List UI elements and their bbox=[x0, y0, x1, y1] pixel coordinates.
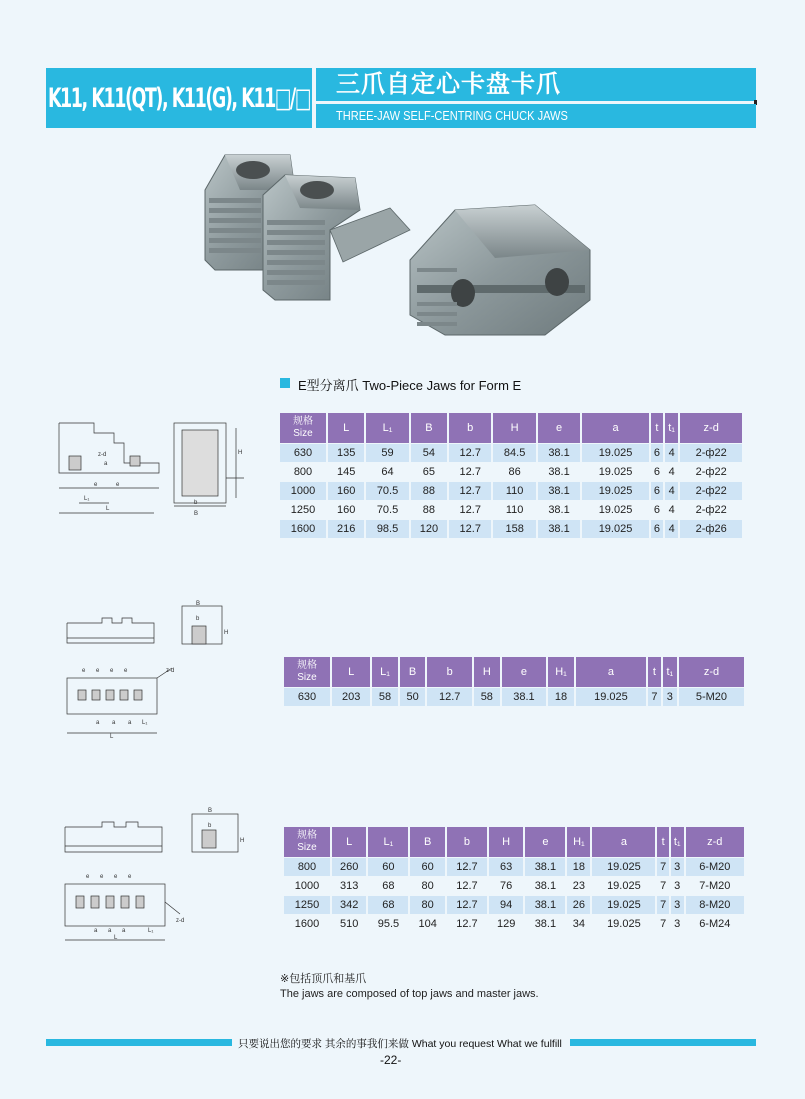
table-cell: 70.5 bbox=[366, 482, 408, 500]
col-header: L bbox=[332, 827, 366, 857]
table-cell: 313 bbox=[332, 877, 366, 895]
col-header: t bbox=[648, 657, 661, 687]
col-header: a bbox=[576, 657, 646, 687]
table-cell: 19.025 bbox=[592, 877, 655, 895]
col-header-size: 规格 Size bbox=[284, 657, 330, 687]
table-cell: 18 bbox=[567, 858, 590, 876]
table-cell: 3 bbox=[671, 915, 684, 933]
table-cell: 510 bbox=[332, 915, 366, 933]
table-cell: 12.7 bbox=[449, 482, 491, 500]
note-en: The jaws are composed of top jaws and master jaws. bbox=[280, 988, 539, 1000]
table-cell: 38.1 bbox=[538, 520, 580, 538]
col-header: H bbox=[493, 413, 535, 443]
dim-label-e4: e bbox=[124, 668, 128, 674]
dim-label-e1: e bbox=[94, 482, 98, 488]
table-cell: 7 bbox=[648, 688, 661, 706]
dim-label-e3: e bbox=[114, 874, 118, 880]
table-cell: 135 bbox=[328, 444, 364, 462]
table-cell: 38.1 bbox=[502, 688, 547, 706]
table-cell: 145 bbox=[328, 463, 364, 481]
table-cell: 65 bbox=[411, 463, 447, 481]
dim-label-a2: a bbox=[108, 928, 112, 934]
model-codes: K11, K11(QT), K11(G), K11□/□ bbox=[48, 82, 311, 114]
table-cell: 4 bbox=[665, 501, 678, 519]
dim-label-a: a bbox=[104, 461, 108, 467]
table-cell: 6 bbox=[651, 501, 663, 519]
col-header-size: 规格 Size bbox=[284, 827, 330, 857]
dim-label-l: L bbox=[114, 935, 118, 941]
table-cell: 7 bbox=[657, 877, 668, 895]
table-cell: 6 bbox=[651, 520, 663, 538]
col-header: b bbox=[449, 413, 491, 443]
dim-label-e2: e bbox=[100, 874, 104, 880]
table-cell: 3 bbox=[671, 877, 684, 895]
table-cell: 50 bbox=[400, 688, 426, 706]
footer-bar-right bbox=[570, 1039, 756, 1046]
table-cell: 38.1 bbox=[525, 896, 565, 914]
col-header: e bbox=[538, 413, 580, 443]
table-cell: 19.025 bbox=[592, 896, 655, 914]
table-cell: 342 bbox=[332, 896, 366, 914]
dim-label-a3: a bbox=[122, 928, 126, 934]
col-header: b bbox=[427, 657, 472, 687]
table-cell: 23 bbox=[567, 877, 590, 895]
dim-label-l1: L₁ bbox=[148, 928, 154, 934]
table-row bbox=[280, 463, 742, 481]
col-header: H bbox=[474, 657, 500, 687]
table-cell: 2-ф26 bbox=[680, 520, 742, 538]
table-cell: 8-M20 bbox=[686, 896, 744, 914]
col-header: t bbox=[657, 827, 668, 857]
table-cell: 59 bbox=[366, 444, 408, 462]
table-row bbox=[284, 877, 744, 895]
table-cell: 38.1 bbox=[538, 482, 580, 500]
table-cell: 58 bbox=[474, 688, 500, 706]
table-cell: 6-M24 bbox=[686, 915, 744, 933]
table-cell: 2-ф22 bbox=[680, 501, 742, 519]
technical-drawing-2 bbox=[62, 598, 258, 740]
table-cell: 1000 bbox=[284, 877, 330, 895]
table-cell: 26 bbox=[567, 896, 590, 914]
table-cell: 63 bbox=[489, 858, 523, 876]
table-cell: 98.5 bbox=[366, 520, 408, 538]
table-cell: 3 bbox=[671, 896, 684, 914]
table-cell: 6 bbox=[651, 444, 663, 462]
technical-drawing-1 bbox=[54, 418, 250, 520]
table-cell: 2-ф22 bbox=[680, 463, 742, 481]
section-title: E型分离爪 Two-Piece Jaws for Form E bbox=[298, 378, 522, 393]
title-en-banner bbox=[316, 104, 756, 128]
col-header: L₁ bbox=[368, 827, 408, 857]
table-cell: 68 bbox=[368, 896, 408, 914]
col-header: t bbox=[651, 413, 663, 443]
col-header: L₁ bbox=[366, 413, 408, 443]
table-cell: 38.1 bbox=[538, 501, 580, 519]
table-cell: 84.5 bbox=[493, 444, 535, 462]
table-cell: 1000 bbox=[280, 482, 326, 500]
table-row bbox=[284, 915, 744, 933]
table-header-row bbox=[280, 413, 742, 443]
spec-table-1 bbox=[278, 412, 744, 539]
dim-label-zd: z-d bbox=[176, 918, 185, 924]
table-cell: 88 bbox=[411, 501, 447, 519]
table-cell: 38.1 bbox=[538, 463, 580, 481]
col-header: z-d bbox=[686, 827, 744, 857]
table-header-row bbox=[284, 657, 744, 687]
table-header-row bbox=[284, 827, 744, 857]
table-cell: 60 bbox=[368, 858, 408, 876]
dim-label-B: B bbox=[196, 601, 201, 607]
table-cell: 4 bbox=[665, 520, 678, 538]
table-cell: 94 bbox=[489, 896, 523, 914]
table-cell: 630 bbox=[280, 444, 326, 462]
table-cell: 19.025 bbox=[582, 501, 649, 519]
table-cell: 2-ф22 bbox=[680, 482, 742, 500]
model-code-banner bbox=[46, 68, 312, 128]
col-header: H bbox=[489, 827, 523, 857]
table-cell: 260 bbox=[332, 858, 366, 876]
table-row bbox=[280, 482, 742, 500]
product-photo bbox=[195, 150, 595, 350]
table-cell: 5-M20 bbox=[679, 688, 744, 706]
col-header: B bbox=[400, 657, 426, 687]
dim-label-a2: a bbox=[112, 720, 116, 726]
dim-label-B: B bbox=[194, 511, 199, 517]
table-cell: 38.1 bbox=[525, 858, 565, 876]
col-header: z-d bbox=[679, 657, 744, 687]
table-cell: 19.025 bbox=[582, 463, 649, 481]
dim-label-zd: z-d bbox=[98, 452, 107, 458]
table-row bbox=[280, 444, 742, 462]
section-marker bbox=[280, 378, 290, 388]
table-cell: 160 bbox=[328, 501, 364, 519]
table-cell: 6 bbox=[651, 463, 663, 481]
table-cell: 1250 bbox=[284, 896, 330, 914]
col-header: t₁ bbox=[663, 657, 677, 687]
col-header: e bbox=[525, 827, 565, 857]
page-number: -22- bbox=[380, 1053, 402, 1067]
table-cell: 4 bbox=[665, 463, 678, 481]
table-cell: 203 bbox=[332, 688, 370, 706]
table-cell: 110 bbox=[493, 501, 535, 519]
dim-label-zd: z-d bbox=[166, 668, 175, 674]
table-cell: 12.7 bbox=[449, 501, 491, 519]
table-cell: 12.7 bbox=[449, 520, 491, 538]
col-header: t₁ bbox=[665, 413, 678, 443]
table-cell: 12.7 bbox=[447, 858, 487, 876]
col-header: e bbox=[502, 657, 547, 687]
table-cell: 38.1 bbox=[525, 877, 565, 895]
dim-label-e2: e bbox=[96, 668, 100, 674]
table-cell: 12.7 bbox=[447, 877, 487, 895]
table-cell: 70.5 bbox=[366, 501, 408, 519]
table-cell: 58 bbox=[372, 688, 398, 706]
dim-label-b: b bbox=[208, 823, 212, 829]
spec-table-3 bbox=[282, 826, 746, 934]
table-cell: 110 bbox=[493, 482, 535, 500]
table-cell: 19.025 bbox=[576, 688, 646, 706]
col-header: b bbox=[447, 827, 487, 857]
col-header: z-d bbox=[680, 413, 742, 443]
table-cell: 12.7 bbox=[447, 915, 487, 933]
col-header: a bbox=[592, 827, 655, 857]
table-cell: 216 bbox=[328, 520, 364, 538]
table-cell: 60 bbox=[410, 858, 444, 876]
table-cell: 54 bbox=[411, 444, 447, 462]
dim-label-l: L bbox=[110, 734, 114, 740]
table-cell: 19.025 bbox=[582, 520, 649, 538]
table-cell: 3 bbox=[671, 858, 684, 876]
table-cell: 129 bbox=[489, 915, 523, 933]
table-cell: 12.7 bbox=[449, 444, 491, 462]
dim-label-b: b bbox=[196, 616, 200, 622]
table-row bbox=[284, 858, 744, 876]
table-cell: 68 bbox=[368, 877, 408, 895]
col-header: B bbox=[411, 413, 447, 443]
col-header: H₁ bbox=[548, 657, 574, 687]
footer-slogan: 只要说出您的要求 其余的事我们来做 What you request What we fulfill bbox=[238, 1038, 562, 1050]
table-cell: 12.7 bbox=[427, 688, 472, 706]
dim-label-H: H bbox=[238, 450, 243, 456]
dim-label-e1: e bbox=[86, 874, 90, 880]
dim-label-a3: a bbox=[128, 720, 132, 726]
dim-label-H: H bbox=[224, 630, 229, 636]
table-cell: 104 bbox=[410, 915, 444, 933]
dim-label-e4: e bbox=[128, 874, 132, 880]
table-cell: 38.1 bbox=[538, 444, 580, 462]
col-header: L bbox=[332, 657, 370, 687]
table-cell: 80 bbox=[410, 877, 444, 895]
table-cell: 4 bbox=[665, 444, 678, 462]
title-cn: 三爪自定心卡盘卡爪 bbox=[316, 68, 756, 101]
table-cell: 86 bbox=[493, 463, 535, 481]
table-row bbox=[284, 896, 744, 914]
table-cell: 64 bbox=[366, 463, 408, 481]
col-header: t₁ bbox=[671, 827, 684, 857]
table-cell: 3 bbox=[663, 688, 677, 706]
dim-label-e1: e bbox=[82, 668, 86, 674]
table-cell: 120 bbox=[411, 520, 447, 538]
table-cell: 76 bbox=[489, 877, 523, 895]
table-row bbox=[284, 688, 744, 706]
table-cell: 2-ф22 bbox=[680, 444, 742, 462]
table-cell: 800 bbox=[280, 463, 326, 481]
table-cell: 6-M20 bbox=[686, 858, 744, 876]
table-cell: 7 bbox=[657, 858, 668, 876]
dim-label-a1: a bbox=[96, 720, 100, 726]
table-cell: 1600 bbox=[280, 520, 326, 538]
col-header-size: 规格 Size bbox=[280, 413, 326, 443]
dim-label-l1: L₁ bbox=[84, 496, 90, 502]
title-en: THREE-JAW SELF-CENTRING CHUCK JAWS bbox=[336, 108, 568, 123]
dim-label-a1: a bbox=[94, 928, 98, 934]
dim-label-e3: e bbox=[110, 668, 114, 674]
table-cell: 19.025 bbox=[592, 858, 655, 876]
note-cn: ※包括顶爪和基爪 bbox=[280, 973, 367, 985]
technical-drawing-3 bbox=[62, 802, 258, 944]
table-cell: 95.5 bbox=[368, 915, 408, 933]
dim-label-H: H bbox=[240, 838, 245, 844]
jaw-photo-2 bbox=[263, 175, 410, 300]
table-cell: 12.7 bbox=[449, 463, 491, 481]
footer-bar-left bbox=[46, 1039, 232, 1046]
table-cell: 19.025 bbox=[592, 915, 655, 933]
col-header: L₁ bbox=[372, 657, 398, 687]
table-cell: 18 bbox=[548, 688, 574, 706]
table-cell: 1250 bbox=[280, 501, 326, 519]
col-header: L bbox=[328, 413, 364, 443]
jaw-photo-3 bbox=[410, 205, 590, 335]
table-cell: 1600 bbox=[284, 915, 330, 933]
table-cell: 6 bbox=[651, 482, 663, 500]
dim-label-e2: e bbox=[116, 482, 120, 488]
table-cell: 80 bbox=[410, 896, 444, 914]
table-row bbox=[280, 501, 742, 519]
col-header: H₁ bbox=[567, 827, 590, 857]
table-cell: 630 bbox=[284, 688, 330, 706]
table-cell: 7 bbox=[657, 896, 668, 914]
dim-label-b: b bbox=[194, 500, 198, 506]
dim-label-l: L bbox=[106, 506, 110, 512]
col-header: a bbox=[582, 413, 649, 443]
table-cell: 7-M20 bbox=[686, 877, 744, 895]
table-cell: 19.025 bbox=[582, 444, 649, 462]
dim-label-l1: L₁ bbox=[142, 720, 148, 726]
table-cell: 19.025 bbox=[582, 482, 649, 500]
table-cell: 88 bbox=[411, 482, 447, 500]
spec-table-2 bbox=[282, 656, 746, 707]
table-cell: 158 bbox=[493, 520, 535, 538]
table-cell: 4 bbox=[665, 482, 678, 500]
table-cell: 800 bbox=[284, 858, 330, 876]
table-cell: 160 bbox=[328, 482, 364, 500]
table-row bbox=[280, 520, 742, 538]
table-cell: 34 bbox=[567, 915, 590, 933]
table-cell: 12.7 bbox=[447, 896, 487, 914]
col-header: B bbox=[410, 827, 444, 857]
dim-label-B: B bbox=[208, 808, 213, 814]
table-cell: 38.1 bbox=[525, 915, 565, 933]
table-cell: 7 bbox=[657, 915, 668, 933]
